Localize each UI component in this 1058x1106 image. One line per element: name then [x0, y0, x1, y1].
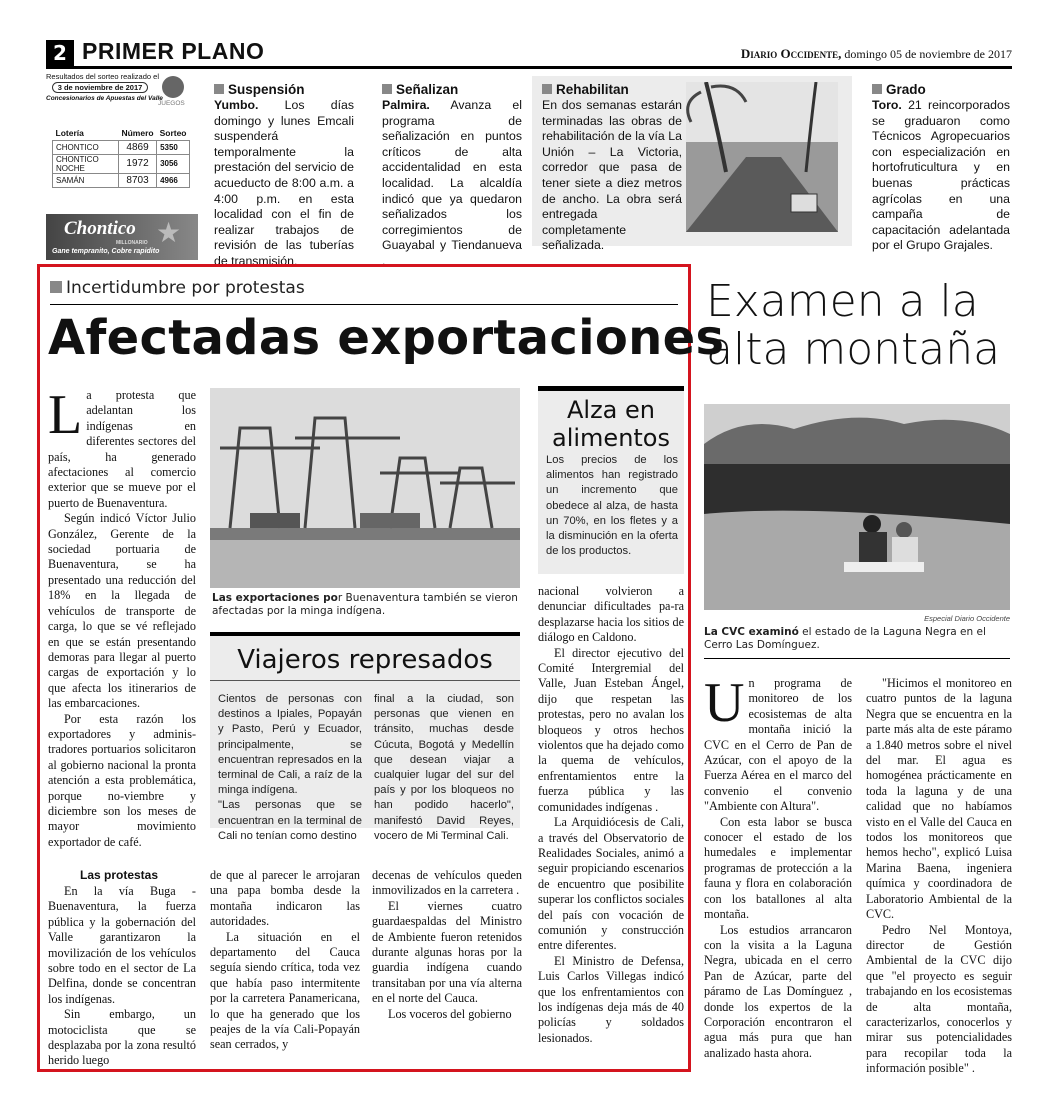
port-photo	[210, 388, 520, 588]
lottery-draw: 3056	[157, 154, 190, 173]
brief-body: Avanza el programa de señalización en puntos críticos de alta accidentalidad en esta localidad. La alcaldía indicó que ya quedaron señalizados los corregimientos de Guayabal y Tiendanueva .	[382, 98, 522, 268]
lottery-draw: 4966	[157, 173, 190, 187]
brief-body: Los días domingo y lunes Emcali suspenderá temporalmente la prestación del servicio de acueducto de 8:00 a.m. a 4:00 p.m. en esta localidad con el fin de realizar trabajos de revisión de las tuberías de transmisión.	[214, 98, 354, 268]
port-caption	[212, 592, 522, 618]
lottery-number: 4869	[118, 140, 156, 154]
masthead-line	[741, 46, 1012, 62]
paragraph: a protesta que adelantan los indígenas en diferentes sectores del país, ha generado afectaciones al comercio exterior que se mueve por el puerto de Buenaventura.	[48, 388, 196, 510]
brief-title-text: Suspensión	[228, 82, 305, 97]
port-photo-art	[210, 388, 520, 588]
paragraph: El viernes cuatro guardaespaldas del Ministro de Ambiente fueron retenidos durante algunas horas por la guardia indígena cuando transitaban por una vía alterna en el norte del Cauca.	[372, 898, 522, 1006]
lottery-table	[52, 126, 190, 188]
paragraph: El Ministro de Defensa, Luis Carlos Villegas indicó que los enfrentamientos con los indígenas deja más de 40 policías y soldados lesionados.	[538, 953, 684, 1045]
kicker-rule	[50, 304, 678, 305]
lottery-concession: Concesionarios de Apuestas del Valle	[46, 95, 163, 102]
section-title: PRIMER PLANO	[82, 38, 265, 64]
square-bullet-icon	[872, 84, 882, 94]
lottery-date: 3 de noviembre de 2017	[52, 82, 148, 93]
brief-grado	[872, 82, 1010, 254]
juegos-label: JUEGOS	[158, 100, 185, 107]
brief-text	[872, 98, 1010, 254]
caption-text: r Buenaventura también se vieron afectadas por la minga indígena.	[212, 592, 518, 617]
article-headline: Afectadas exportaciones	[48, 310, 725, 366]
subhead: Las protestas	[80, 868, 159, 882]
square-bullet-icon	[542, 84, 552, 94]
paragraph: En la vía Buga - Buenaventura, la fuerza pública y la gobernación del Valle garantizaron la movilización de los vehículos sobre todo en el sector de La Delfina, donde se concentran los indígenas.	[48, 884, 196, 1006]
paragraph: Por esta razón los exportadores y adminis-tradores portuarios solicitaron al gobierno nacional la pronta atención a esta problemática, porque no-viembre y diciembre son los meses de mayor movimiento exportador de café.	[48, 711, 196, 849]
lottery-col-name: Lotería	[55, 127, 84, 138]
brief-body: 21 reincorporados se graduaron como Técnicos Agropecuarios con especialización en hortofruticultura y en buenas prácticas agrícolas en una campaña de capacitación adelantada por el Grupo Grajales.	[872, 98, 1010, 253]
juegos-logo-icon	[162, 76, 184, 98]
article-column-3	[372, 868, 522, 1022]
brief-text	[214, 98, 354, 270]
brief-text: En dos semanas estarán terminadas las obras de rehabilitación de la vía La Unión – La Victoria, corredor que pasa de tener siete a diez metros de ancho. La obra será entregada completamente señalizada.	[542, 98, 682, 253]
caption-bold: Las exportaciones po	[212, 592, 338, 604]
issue-date: domingo 05 de noviembre de 2017	[844, 47, 1012, 61]
lottery-name: SAMÁN	[53, 173, 119, 187]
brief-title	[542, 82, 682, 97]
dropcap: L	[48, 384, 83, 446]
brief-lead: Toro.	[872, 98, 902, 112]
square-bullet-icon	[214, 84, 224, 94]
alza-text: Los precios de los alimentos han registrado un incremento que obedece al alza, de hasta un 70%, en los fletes y a la disminución en la oferta de los productos.	[546, 454, 678, 558]
lottery-name: CHONTICO	[53, 140, 119, 154]
paragraph: de que al parecer le arrojaran una papa bomba desde la montaña indicaron las autoridades.	[210, 868, 360, 929]
viajeros-title: Viajeros represados	[237, 645, 493, 675]
kicker-text: Incertidumbre por protestas	[66, 278, 305, 298]
paragraph: n programa de monitoreo de los ecosistemas de alta montaña inició la CVC en el Cerro de Pan de Azúcar, con el apoyo de la Fuerza Aérea en el marco del convenio el convenio "Ambiente con Altura".	[704, 676, 852, 814]
montana-column-1	[704, 672, 852, 1061]
table-row	[53, 173, 190, 187]
caption-bold: La CVC examinó	[704, 626, 799, 638]
alza-title: Alza en alimentos	[552, 396, 670, 452]
paragraph: "Hicimos el monitoreo en cuatro puntos de la laguna Negra que se encuentra en la parte más alta de este páramo a 1.840 metros sobre el nivel del mar. El agua es homogénea prácticamente en toda la laguna y de una calidad que no habíamos visto en el Valle del Cauca en todos los monitoreos que hemos hecho", explicó Luisa Marina Baena, ingeniera química y coordinadora de Laboratorio Ambiental de la CVC.	[866, 676, 1012, 922]
brief-rehabilitan	[542, 82, 682, 254]
photo-credit: Especial Diario Occidente	[924, 614, 1010, 623]
lottery-number: 8703	[118, 173, 156, 187]
lottery-col-draw: Sorteo	[159, 127, 187, 138]
star-icon: ★	[156, 216, 182, 249]
lottery-box	[46, 72, 196, 260]
square-bullet-icon	[50, 281, 62, 293]
lottery-name: CHONTICO NOCHE	[53, 154, 119, 173]
article-column-2	[210, 868, 360, 1053]
montana-headline: Examen a la alta montaña	[706, 276, 1001, 375]
lottery-number: 1972	[118, 154, 156, 173]
lottery-draw: 5350	[157, 140, 190, 154]
paragraph: Sin embargo, un motociclista que se desplazaba por la zona resultó herido luego	[48, 1007, 196, 1068]
paragraph: Según indicó Víctor Julio González, Gerente de la sociedad portuaria de Buenaventura, se ha presentado una reducción del 18% en la llegada de vehículos de transporte de carga, lo que se vé reflejado en que se están presentando demoras para llegar al puerto cargas de exportación y lo que afecta los itinerarios de las embarcaciones.	[48, 511, 196, 711]
paragraph: Con esta labor se busca conocer el estado de los humedales e implementar programas de protección a la fauna y flora en colaboración con los batallones al alta montaña.	[704, 814, 852, 922]
paragraph: La Arquidiócesis de Cali, a través del Observatorio de Realidades Sociales, animó a seguir propiciando escenarios de encuentro que posibilite superar los conflictos sociales del país con vocación de comunión y construcción entre diferentes.	[538, 815, 684, 953]
paper-name: Diario Occidente,	[740, 46, 842, 61]
chontico-logo: Chontico	[64, 218, 136, 239]
article-column-1	[48, 384, 196, 850]
paragraph: La situación en el departamento del Cauca seguía siendo crítica, toda vez que había paso intermitente por la carretera Panamericana, lo que ha generado que los peajes de la vía Cali-Popayán sean cerrados, y	[210, 929, 360, 1052]
paragraph: Cientos de personas con destinos a Ipiales, Popayán y Pasto, Perú y Ecuador, principalmente, se encuentran represados en la terminal de Cali, a raíz de la minga indígena.	[218, 693, 362, 797]
brief-title	[214, 82, 354, 97]
chontico-banner	[46, 214, 198, 260]
brief-suspension	[214, 82, 354, 270]
brief-senalizan	[382, 82, 522, 270]
chontico-sub: MILLONARIO	[116, 240, 148, 246]
paragraph: Pedro Nel Montoya, director de Gestión Ambiental de la CVC dijo que "el proyecto es seguir trabajando en los ecosistemas de alta montaña, caracterizarlos, conocerlos y mirar sus potencialidades para recopilar toda la información posible" .	[866, 922, 1012, 1076]
brief-title-text: Señalizan	[396, 82, 459, 97]
paragraph: Los estudios arrancaron con la visita a la Laguna Negra, ubicada en el cerro Pan de Azúcar, parte del páramo de Las Domínguez , donde los expertos de la Corporación encontraron el agua más pura que han analizado hasta ahora.	[704, 922, 852, 1060]
brief-text	[382, 98, 522, 270]
square-bullet-icon	[382, 84, 392, 94]
paragraph: "Las personas que se encuentran en la terminal de Cali no tenían como destino	[218, 799, 362, 842]
brief-lead: Palmira.	[382, 98, 430, 112]
paragraph: decenas de vehículos queden inmovilizados en la carretera .	[372, 868, 522, 898]
article-column-4	[538, 584, 684, 1046]
viajeros-title-rule	[210, 680, 520, 681]
brief-title-text: Grado	[886, 82, 926, 97]
lottery-col-number: Número	[121, 127, 154, 138]
page-number: 2	[46, 40, 74, 66]
road-photo	[686, 82, 838, 232]
road-photo-art	[686, 82, 838, 232]
chontico-slogan: Gane tempranito, Cobre rapidito	[52, 248, 160, 255]
viajeros-column-2	[374, 692, 514, 844]
lottery-results-line: Resultados del sorteo realizado el	[46, 72, 159, 81]
viajeros-column-1	[218, 692, 362, 844]
paragraph: final a la ciudad, son personas que vienen en tránsito, muchas desde Cúcuta, Bogotá y Medellín que desean viajar a cualquier lugar del sur del país y por los bloqueos no han podido hacerlo", manifestó David Reyes, vocero de Mi Terminal Cali.	[374, 693, 514, 842]
brief-lead: Yumbo.	[214, 98, 259, 112]
lagoon-caption	[704, 626, 1010, 652]
table-row	[53, 154, 190, 173]
paragraph: Los voceros del gobierno	[388, 1006, 512, 1021]
table-row	[53, 140, 190, 154]
caption-text: el estado de la Laguna Negra en el Cerro Las Domínguez.	[704, 626, 986, 651]
lagoon-photo-art	[704, 404, 1010, 610]
dropcap: U	[704, 672, 745, 734]
paragraph: nacional volvieron a denunciar dificultades pa-ra desplazarse hacia los sitios de diálogo en Caldono.	[538, 584, 684, 645]
caption-rule	[704, 658, 1010, 659]
brief-title	[382, 82, 522, 97]
brief-title-text: Rehabilitan	[556, 82, 629, 97]
article-kicker	[50, 278, 305, 298]
brief-title	[872, 82, 1010, 97]
header-rule	[46, 66, 1012, 69]
paragraph: El director ejecutivo del Comité Intergremial del Valle, Juan Esteban Ángel, dijo que respetan las protestas, pero no avalan los bloqueos y otros hechos violentos que ha dejado como la quema de vehículos, enfrentamientos entre la fuerza pública y las comunidades indígenas .	[538, 645, 684, 814]
montana-column-2	[866, 676, 1012, 1077]
article-column-1b	[48, 868, 196, 1069]
lagoon-photo	[704, 404, 1010, 610]
